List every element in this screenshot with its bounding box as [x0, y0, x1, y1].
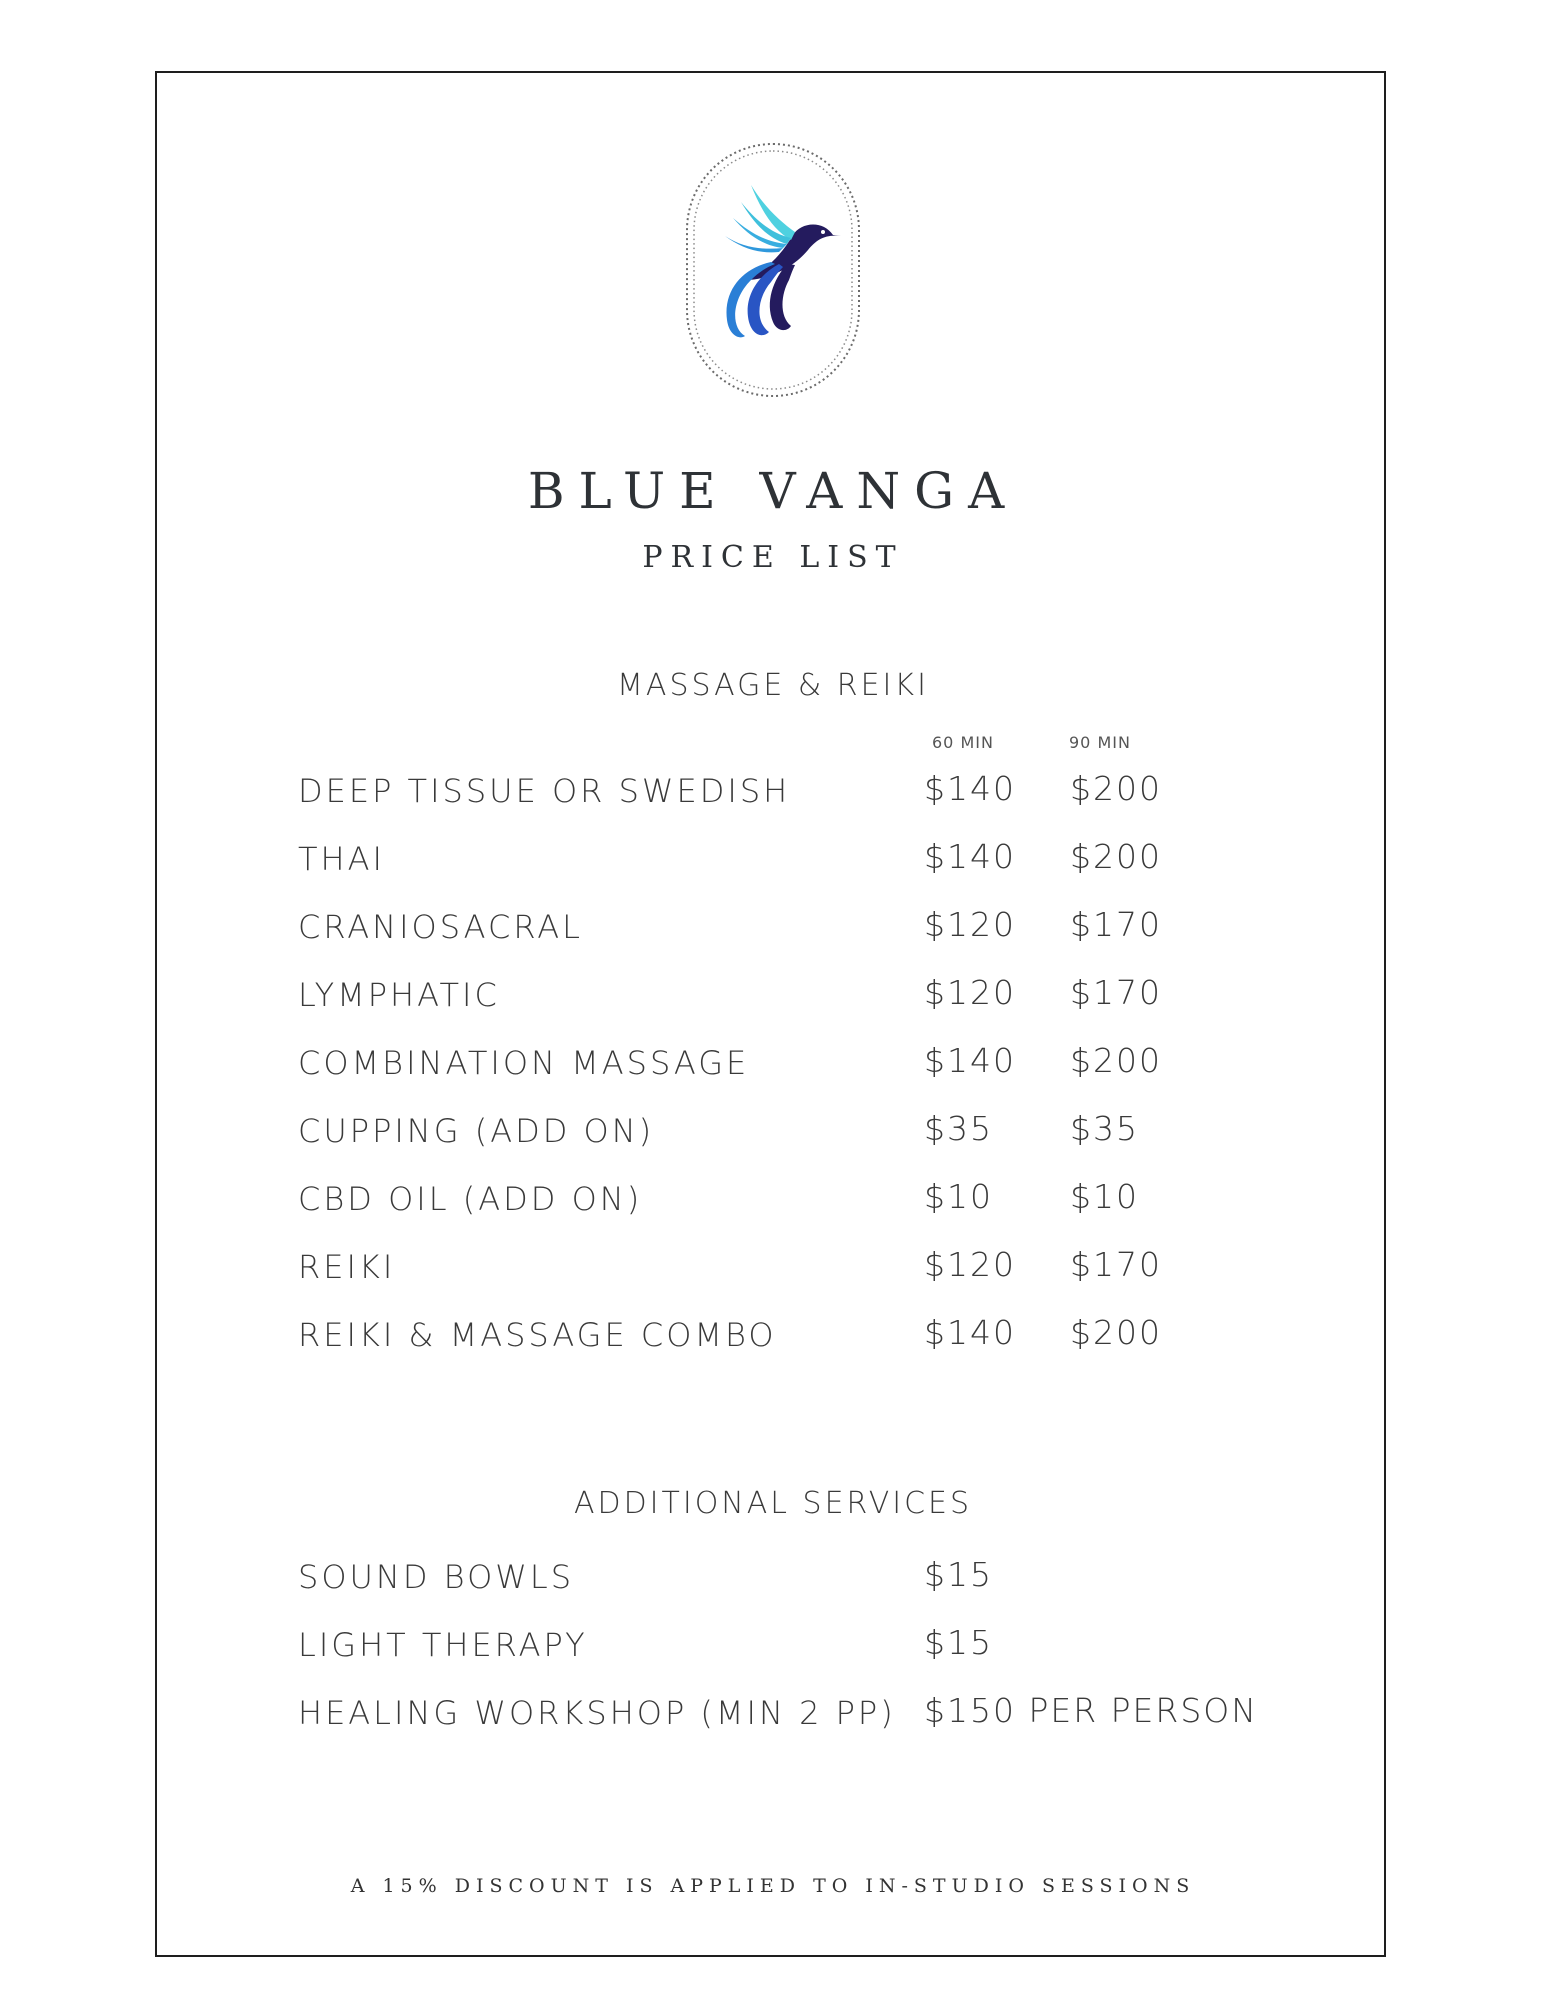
price-90: $170: [1070, 973, 1162, 1012]
discount-footnote: A 15% DISCOUNT IS APPLIED TO IN-STUDIO SESSIONS: [350, 1875, 1196, 1897]
price-90: $10: [1070, 1177, 1139, 1216]
price-60: $140: [924, 769, 1016, 808]
price-60: $140: [924, 1041, 1016, 1080]
price-90: $170: [1070, 905, 1162, 944]
price-60: $120: [924, 1245, 1016, 1284]
price-90: $200: [1070, 1313, 1162, 1352]
price-90: $200: [1070, 1041, 1162, 1080]
table-row: [0, 973, 1546, 1016]
service-name: HEALING WORKSHOP (MIN 2 PP): [298, 1694, 896, 1732]
price-60: $120: [924, 973, 1016, 1012]
service-name: DEEP TISSUE OR SWEDISH: [298, 772, 791, 810]
service-name: CRANIOSACRAL: [298, 908, 583, 946]
service-name: REIKI: [298, 1248, 396, 1286]
table-row: [0, 905, 1546, 948]
table-row: [0, 769, 1546, 812]
price-90: $35: [1070, 1109, 1139, 1148]
price-60: $35: [924, 1109, 993, 1148]
service-price: $15: [924, 1555, 993, 1594]
service-name: THAI: [298, 840, 385, 878]
service-price: $15: [924, 1623, 993, 1662]
table-row: [0, 1691, 1546, 1734]
page-subtitle: PRICE LIST: [642, 540, 904, 575]
table-row: [0, 1245, 1546, 1288]
price-60: $120: [924, 905, 1016, 944]
table-row: [0, 837, 1546, 880]
price-90: $170: [1070, 1245, 1162, 1284]
service-name: SOUND BOWLS: [298, 1558, 575, 1596]
table-row: [0, 1313, 1546, 1356]
service-name: COMBINATION MASSAGE: [298, 1044, 750, 1082]
price-90: $200: [1070, 837, 1162, 876]
price-60: $140: [924, 1313, 1016, 1352]
service-name: LYMPHATIC: [298, 976, 500, 1014]
col-head-60: 60 MIN: [932, 733, 994, 752]
table-row: [0, 1623, 1546, 1666]
price-60: $140: [924, 837, 1016, 876]
service-name: LIGHT THERAPY: [298, 1626, 588, 1664]
service-name: REIKI & MASSAGE COMBO: [298, 1316, 777, 1354]
table-row: [0, 1177, 1546, 1220]
service-name: CBD OIL (ADD ON): [298, 1180, 643, 1218]
additional-section-title: ADDITIONAL SERVICES: [573, 1486, 973, 1521]
table-row: [0, 1041, 1546, 1084]
massage-section-title: MASSAGE & REIKI: [617, 668, 929, 703]
brand-name: BLUE VANGA: [527, 462, 1019, 520]
price-60: $10: [924, 1177, 993, 1216]
hummingbird-logo-icon: [683, 140, 863, 400]
col-head-90: 90 MIN: [1069, 733, 1131, 752]
service-price: $150 PER PERSON: [924, 1691, 1258, 1730]
table-row: [0, 1555, 1546, 1598]
price-90: $200: [1070, 769, 1162, 808]
table-row: [0, 1109, 1546, 1152]
service-name: CUPPING (ADD ON): [298, 1112, 655, 1150]
